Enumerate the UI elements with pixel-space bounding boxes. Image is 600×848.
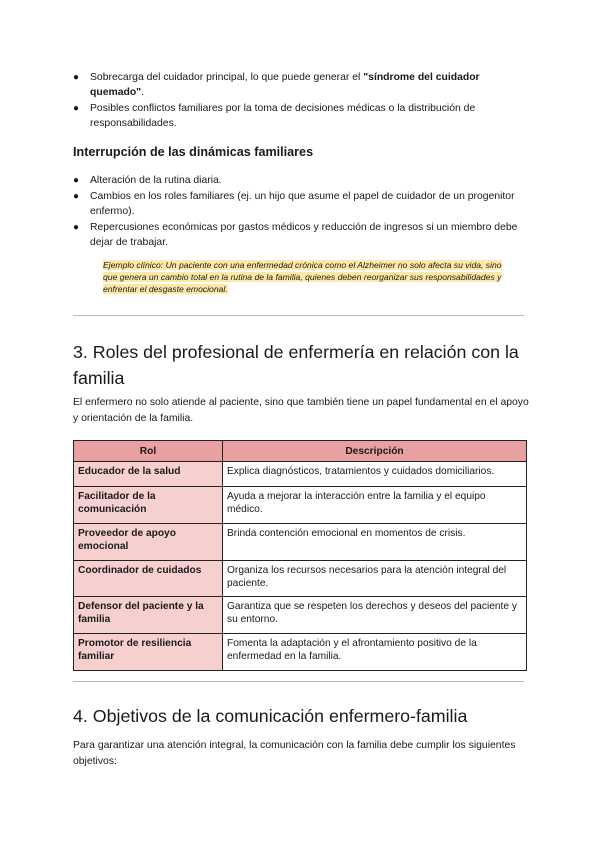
bullet-icon: ●: [73, 72, 80, 83]
bullet-icon: ●: [73, 175, 80, 186]
column-header-descripcion: Descripción: [223, 441, 527, 462]
list-item: ● Repercusiones económicas por gastos médicos y reducción de ingresos si un miembro debe dejar de trabajar.: [73, 222, 518, 248]
bullet-icon: ●: [73, 222, 80, 233]
list-item: ● Posibles conflictos familiares por la toma de decisiones médicas o la distribución de responsabilidades.: [73, 103, 476, 129]
list-item: ● Alteración de la rutina diaria.: [73, 175, 222, 186]
list-item: ● Cambios en los roles familiares (ej. un hijo que asume el papel de cuidador de un progenitor enfermo).: [73, 191, 515, 217]
table-row: [74, 524, 527, 561]
role-cell: Proveedor de apoyo emocional: [74, 524, 223, 561]
role-cell: Defensor del paciente y la familia: [74, 597, 223, 634]
role-cell: Facilitador de la comunicación: [74, 487, 223, 524]
role-cell: Promotor de resiliencia familiar: [74, 634, 223, 671]
dynamics-bullet-list: [73, 173, 530, 251]
section-4-intro: Para garantizar una atención integral, la comunicación con la familia debe cumplir los siguientes objetivos:: [73, 740, 516, 767]
clinical-example: Ejemplo clínico: Un paciente con una enfermedad crónica como el Alzheimer no solo afecta su vida, sino que genera un cambio total en la rutina de la familia, quienes deben reorganizar sus responsabilidades y enfrentar el desgaste emocional.: [103, 260, 502, 294]
table-header-row: [74, 441, 527, 462]
table-row: [74, 634, 527, 671]
description-cell: Fomenta la adaptación y el afrontamiento positivo de la enfermedad en la familia.: [223, 634, 527, 671]
description-cell: Organiza los recursos necesarios para la atención integral del paciente.: [223, 561, 527, 597]
role-cell: Educador de la salud: [74, 462, 223, 487]
divider: [73, 315, 524, 316]
table-row: [74, 597, 527, 634]
table-row: [74, 462, 527, 487]
section-4-title: 4. Objetivos de la comunicación enfermero-familia: [73, 706, 468, 726]
description-cell: Ayuda a mejorar la interacción entre la familia y el equipo médico.: [223, 487, 527, 524]
table-row: [74, 561, 527, 597]
description-cell: Explica diagnósticos, tratamientos y cuidados domiciliarios.: [223, 462, 527, 487]
section-3-intro: El enfermero no solo atiende al paciente, sino que también tiene un papel fundamental en el apoyo y orientación de la familia.: [73, 397, 529, 424]
role-cell: Coordinador de cuidados: [74, 561, 223, 597]
description-cell: Brinda contención emocional en momentos de crisis.: [223, 524, 527, 561]
subsection-heading: Interrupción de las dinámicas familiares: [73, 145, 314, 159]
section-3-title: 3. Roles del profesional de enfermería en relación con la familia: [73, 342, 519, 388]
roles-table: [73, 440, 527, 671]
bullet-icon: ●: [73, 191, 80, 202]
caregiver-bullet-list: [73, 70, 530, 132]
description-cell: Garantiza que se respeten los derechos y deseos del paciente y su entorno.: [223, 597, 527, 634]
column-header-rol: Rol: [74, 441, 223, 462]
divider: [73, 681, 524, 682]
list-item: ● Sobrecarga del cuidador principal, lo que puede generar el "síndrome del cuidador quemado".: [73, 72, 480, 98]
bullet-icon: ●: [73, 103, 80, 114]
table-row: [74, 487, 527, 524]
